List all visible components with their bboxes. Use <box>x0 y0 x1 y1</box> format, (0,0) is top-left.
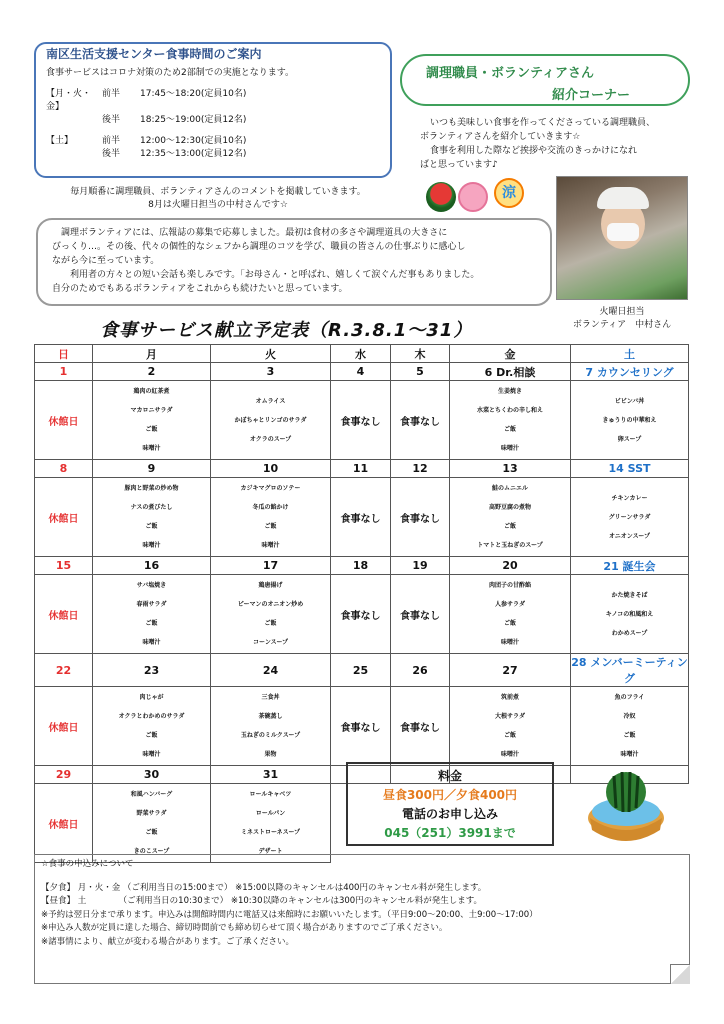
menu-cell-fri <box>450 478 571 557</box>
dish-item: 味噌汁 <box>620 751 639 758</box>
menu-cell-thu <box>391 575 450 654</box>
menu-cell-sun <box>35 575 93 654</box>
dish-item: 味噌汁 <box>142 751 161 758</box>
price-amounts: 昼食300円／夕食400円 <box>382 788 518 802</box>
closed-label: 休館日 <box>48 610 79 622</box>
dish-item: 冬瓜の餡かけ <box>252 504 289 511</box>
saturday-first-time: 12:00～12:30(定員10名) <box>140 136 247 146</box>
intro-title-cloud <box>400 54 690 106</box>
cool-fan-icon: 涼 <box>494 178 524 208</box>
dish-item: オムライス <box>255 397 286 405</box>
date-cell: 21 誕生会 <box>571 557 689 575</box>
date-cell: 4 <box>331 363 391 381</box>
notes-heading: ☆食事の申込みについて <box>41 859 134 869</box>
intro-title-1: 調理職員・ボランティアさん <box>426 66 594 81</box>
menu-cell-sun <box>35 784 93 863</box>
header-tuesday: 火 <box>211 345 331 363</box>
menu-cell-sun <box>35 381 93 460</box>
date-cell: 1 <box>35 363 93 381</box>
notes-change: ※諸事情により、献立が変わる場合があります。ご了承ください。 <box>41 936 294 947</box>
dish-item: 茶碗蒸し <box>258 713 283 720</box>
menu-row <box>35 575 689 654</box>
no-meal-label: 食事なし <box>400 513 440 525</box>
dish-item: ご飯 <box>503 523 516 530</box>
dish-item: 味噌汁 <box>500 445 519 452</box>
dish-item: 豚肉と野菜の炒め物 <box>124 485 179 492</box>
first-half-label: 前半 <box>102 89 121 99</box>
menu-cell-wed <box>331 687 391 766</box>
intro-text <box>420 116 682 172</box>
menu-title: 食事サービス献立予定表（R.3.8.1～31） <box>100 320 473 341</box>
menu-cell-mon <box>93 687 211 766</box>
meal-time-notice <box>34 42 392 178</box>
intro-line-2: ボランティアさんを紹介していきます☆ <box>420 132 581 142</box>
dish-item: トマトと玉ねぎのスープ <box>477 542 543 549</box>
notes-dinner: 【夕食】 月・火・金 （ご利用当日の15:00まで） ※15:00以降のキャンセルは400円のキャンセル料が発生します。 <box>41 882 487 893</box>
dish-item: 鶏唐揚げ <box>258 582 283 589</box>
dish-item: ロールキャベツ <box>249 791 292 798</box>
date-cell: 31 <box>211 766 331 784</box>
date-cell: 25 <box>331 654 391 687</box>
dish-item: 野菜サラダ <box>136 810 167 817</box>
notice-title: 南区生活支援センター食事時間のご案内 <box>46 47 262 61</box>
date-cell: 14 SST <box>571 460 689 478</box>
dish-item: サバ塩焼き <box>136 582 167 589</box>
dish-item: 春雨サラダ <box>136 601 167 608</box>
menu-cell-sat <box>571 575 689 654</box>
date-cell: 8 <box>35 460 93 478</box>
dish-item: カジキマグロのソテー <box>240 485 301 492</box>
no-meal-label: 食事なし <box>400 722 440 734</box>
photo-caption-1: 火曜日担当 <box>599 307 645 317</box>
menu-cell-sat <box>571 687 689 766</box>
weekday-second-row <box>46 114 380 127</box>
dish-item: キノコの和風和え <box>605 610 654 618</box>
dish-item: ご飯 <box>145 523 158 530</box>
watermelon-tub-illustration <box>586 760 666 846</box>
menu-cell-fri <box>450 575 571 654</box>
dish-item: 和風ハンバーグ <box>130 791 173 798</box>
weekday-first-time: 17:45～18:20(定員10名) <box>140 89 247 99</box>
dish-item: 人参サラダ <box>495 601 525 608</box>
menu-row <box>35 687 689 766</box>
dish-item: きゅうりの中華和え <box>602 416 657 424</box>
date-cell: 18 <box>331 557 391 575</box>
date-row <box>35 460 689 478</box>
volunteer-cap <box>597 187 649 209</box>
dish-item: 味噌汁 <box>142 639 161 646</box>
closed-label: 休館日 <box>48 416 79 428</box>
comment-line-5: 自分のためでもあるボランティアをこれからも続けたいと思っています。 <box>52 284 348 294</box>
no-meal-label: 食事なし <box>340 513 381 525</box>
dish-item: ご飯 <box>503 426 516 433</box>
dish-item: オクラのスープ <box>249 435 292 443</box>
closed-label: 休館日 <box>48 722 79 734</box>
no-meal-label: 食事なし <box>340 722 381 734</box>
date-cell: 17 <box>211 557 331 575</box>
date-cell: 19 <box>391 557 450 575</box>
saturday-second-time: 12:35～13:00(定員12名) <box>140 149 247 159</box>
saturday-first-row <box>46 135 380 148</box>
saturday-label: 【土】 <box>46 136 74 146</box>
weekday-first-row <box>46 88 380 114</box>
dish-item: 魚のフライ <box>614 694 645 701</box>
no-meal-label: 食事なし <box>400 610 440 622</box>
dish-item: ご飯 <box>145 829 158 836</box>
menu-cell-fri <box>450 381 571 460</box>
header-saturday: 土 <box>571 345 689 363</box>
dish-item: チキンカレー <box>611 494 648 502</box>
dish-item: ご飯 <box>145 732 158 739</box>
menu-cell-thu <box>391 478 450 557</box>
date-cell: 5 <box>391 363 450 381</box>
page-fold-corner <box>670 964 690 984</box>
dish-item: 味噌汁 <box>261 542 280 549</box>
no-meal-label: 食事なし <box>340 610 381 622</box>
menu-cell-fri <box>450 687 571 766</box>
second-half-label: 後半 <box>102 149 121 159</box>
order-notes <box>34 854 690 984</box>
dish-item: 味噌汁 <box>142 445 161 452</box>
date-cell: 3 <box>211 363 331 381</box>
closed-label: 休館日 <box>48 513 79 525</box>
menu-cell-thu <box>391 687 450 766</box>
monthly-comment-note <box>48 186 388 212</box>
menu-cell-wed <box>331 478 391 557</box>
date-cell: 13 <box>450 460 571 478</box>
date-cell: 15 <box>35 557 93 575</box>
menu-cell-thu <box>391 381 450 460</box>
dish-item: ご飯 <box>503 620 516 627</box>
dish-item: ご飯 <box>264 523 277 530</box>
date-cell: 9 <box>93 460 211 478</box>
dish-item: ピーマンのオニオン炒め <box>237 601 304 608</box>
dish-item: ご飯 <box>145 620 158 627</box>
date-row <box>35 557 689 575</box>
menu-row <box>35 381 689 460</box>
date-row <box>35 654 689 687</box>
menu-cell-sun <box>35 687 93 766</box>
photo-caption <box>556 306 688 332</box>
weekday-second-time: 18:25～19:00(定員12名) <box>140 115 247 125</box>
intro-line-4: ばと思っています♪ <box>420 160 498 170</box>
mosquito-coil-pig-icon <box>458 182 488 212</box>
phone-label: 電話のお申し込み <box>401 807 498 821</box>
dish-item: かぼちゃとリンゴのサラダ <box>234 416 307 424</box>
dish-item: ナスの煮びたし <box>130 504 173 511</box>
menu-cell-sun <box>35 478 93 557</box>
dish-item: オニオンスープ <box>609 532 650 540</box>
menu-cell-mon <box>93 478 211 557</box>
volunteer-mask <box>607 223 639 241</box>
dish-item: ご飯 <box>503 732 516 739</box>
dish-item: 肉団子の甘酢餡 <box>488 582 531 589</box>
menu-cell-sat <box>571 381 689 460</box>
dish-item: 三食丼 <box>261 694 280 701</box>
dish-item: ミネストローネスープ <box>240 829 301 836</box>
dish-item: デザート <box>258 848 283 855</box>
no-meal-label: 食事なし <box>400 416 440 428</box>
header-sunday: 日 <box>35 345 93 363</box>
dish-item: ご飯 <box>623 732 636 739</box>
menu-cell-tue <box>211 381 331 460</box>
dish-item: グリーンサラダ <box>608 513 651 521</box>
volunteer-photo <box>556 176 688 300</box>
menu-cell-mon <box>93 784 211 863</box>
dish-item: 味噌汁 <box>500 639 519 646</box>
dish-item: コーンスープ <box>252 639 289 646</box>
header-friday: 金 <box>450 345 571 363</box>
menu-cell-mon <box>93 575 211 654</box>
date-cell: 22 <box>35 654 93 687</box>
dish-item: マカロニサラダ <box>130 407 173 414</box>
dish-item: 筑前煮 <box>500 694 519 701</box>
menu-cell-tue <box>211 687 331 766</box>
phone-number: 045（251）3991まで <box>384 826 516 840</box>
comment-line-3: ながら今に至っています。 <box>52 256 160 266</box>
second-half-label: 後半 <box>102 115 121 125</box>
dish-item: 卵スープ <box>617 435 642 443</box>
notes-reservation: ※予約は翌日分まで承ります。申込みは開館時間内に電話又は来館時にお願いいたします。（平日9:00～20:00、土9:00～17:00） <box>41 909 538 920</box>
dish-item: ご飯 <box>264 620 277 627</box>
notes-lunch: 【昼食】 土 （ご利用当日の10:30まで） ※10:30以降のキャンセルは300円のキャンセル料が発生します。 <box>41 896 483 906</box>
dish-item: ご飯 <box>145 426 158 433</box>
date-cell: 12 <box>391 460 450 478</box>
date-cell: 26 <box>391 654 450 687</box>
date-cell: 29 <box>35 766 93 784</box>
dish-item: 味噌汁 <box>500 751 519 758</box>
first-half-label: 前半 <box>102 136 121 146</box>
comment-line-1: 調理ボランティアには、広報誌の募集で応募しました。最初は食材の多さや調理道具の大きさに <box>61 228 448 238</box>
intro-title-2: 紹介コーナー <box>552 88 631 103</box>
no-meal-label: 食事なし <box>340 416 381 428</box>
dish-item: 鮭のムニエル <box>491 485 528 492</box>
header-wednesday: 水 <box>331 345 391 363</box>
dish-item: 冷奴 <box>623 713 636 720</box>
date-cell: 24 <box>211 654 331 687</box>
header-monday: 月 <box>93 345 211 363</box>
notice-line: 食事サービスはコロナ対策のため2部制での実施となります。 <box>46 68 295 78</box>
date-cell: 23 <box>93 654 211 687</box>
intro-line-3: 食事を利用した際など挨拶や交流のきっかけになれ <box>430 146 638 156</box>
closed-label: 休館日 <box>48 819 79 831</box>
monthly-line-2: 8月は火曜日担当の中村さんです☆ <box>148 200 288 210</box>
comment-line-2: びっくり…。その後、代々の個性的なシェフから調理のコツを学び、職員の皆さんの仕事ぶりに感心し <box>52 242 466 252</box>
dish-item: きのこスープ <box>133 848 170 855</box>
date-cell: 16 <box>93 557 211 575</box>
header-thursday: 木 <box>391 345 450 363</box>
date-cell: 2 <box>93 363 211 381</box>
dish-item: 生姜焼き <box>497 388 522 395</box>
date-row <box>35 363 689 381</box>
menu-cell-sat <box>571 478 689 557</box>
dish-item: 肉じゃが <box>139 694 164 701</box>
date-cell: 10 <box>211 460 331 478</box>
dish-item: 水菜とちくわの辛し和え <box>476 407 543 414</box>
weekday-header-row <box>35 345 689 363</box>
menu-cell-tue <box>211 784 331 863</box>
dish-item: かた焼きそば <box>611 591 648 599</box>
dish-item: わかめスープ <box>611 629 648 637</box>
weekday-label: 【月・火・金】 <box>46 89 92 112</box>
menu-cell-wed <box>331 575 391 654</box>
price-box <box>346 762 554 846</box>
date-cell: 7 カウンセリング <box>571 363 689 381</box>
menu-row <box>35 478 689 557</box>
monthly-line-1: 毎月順番に調理職員、ボランティアさんのコメントを掲載していきます。 <box>70 187 366 197</box>
comment-line-4: 利用者の方々との短い会話も楽しみです。「お母さん・と呼ばれ、嬉しくて涙ぐんだ事もありました。 <box>70 270 480 280</box>
menu-cell-tue <box>211 575 331 654</box>
dish-item: ビビンバ丼 <box>614 397 645 405</box>
date-cell: 27 <box>450 654 571 687</box>
dish-item: ロールパン <box>255 810 286 817</box>
saturday-second-row <box>46 148 380 161</box>
price-label: 料金 <box>437 769 462 783</box>
dish-item: 玉ねぎのミルクスープ <box>240 732 301 739</box>
date-cell: 28 メンバーミーティング <box>571 654 689 687</box>
menu-cell-mon <box>93 381 211 460</box>
dish-item: 果物 <box>264 751 277 758</box>
photo-caption-2: ボランティア 中村さん <box>572 320 672 330</box>
dish-item: 大根サラダ <box>495 713 525 720</box>
watermelon-icon <box>426 182 456 212</box>
date-cell: 11 <box>331 460 391 478</box>
date-cell: 30 <box>93 766 211 784</box>
intro-line-1: いつも美味しい食事を作ってくださっている調理職員、 <box>430 118 656 128</box>
dish-item: オクラとわかめのサラダ <box>118 713 185 720</box>
date-cell: 6 Dr.相談 <box>450 363 571 381</box>
dish-item: 味噌汁 <box>142 542 161 549</box>
menu-cell-tue <box>211 478 331 557</box>
volunteer-comment-bubble <box>36 218 552 306</box>
menu-cell-wed <box>331 381 391 460</box>
dish-item: 鶏肉の紅茶煮 <box>133 388 170 395</box>
date-cell: 20 <box>450 557 571 575</box>
dish-item: 高野豆腐の煮物 <box>488 504 531 511</box>
notes-capacity: ※申込み人数が定員に達した場合、締切時間前でも締め切らせて頂く場合がありますのでご了承ください。 <box>41 923 448 933</box>
